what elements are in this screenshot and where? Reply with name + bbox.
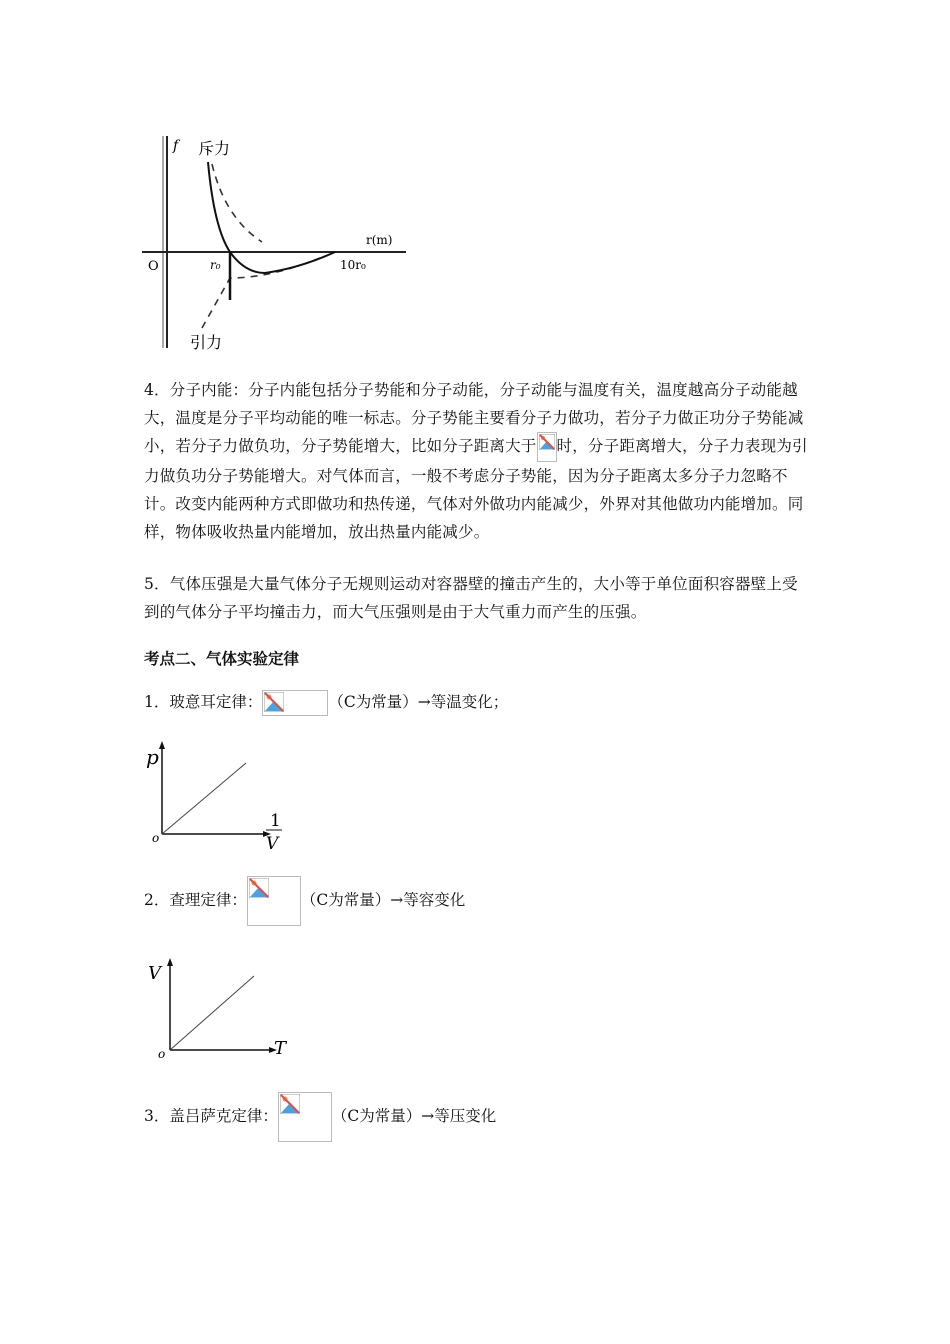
origin-label: O	[148, 259, 159, 274]
repulsion-label: 斥力	[198, 139, 231, 158]
paragraph4-text-a: 4．分子内能：分子内能包括分子势能和分子动能，分子动能与温度有关，温度越高分子动能越大，温度是分子平均动能的唯一标志。分子势能主要看分子力做功，若分子力做正功分子势能减小，若分子力做负功，分子势能增大，比如分子距离大于	[144, 381, 804, 455]
broken-image-icon	[247, 876, 301, 926]
r-axis-label: r(m)	[366, 233, 393, 247]
paragraph-internal-energy	[144, 376, 812, 546]
paragraph4-text-b: 时，分子距离增大，分子力表现为引力做负功分子势能增大。对气体而言，一般不考虑分子势能，因为分子距离太多分子力忽略不计。改变内能两种方式即做功和热传递，气体对外做功内能减少，外界对其他做功内能增加。同样，物体吸收热量内能增加，放出热量内能减少。	[144, 437, 808, 541]
graph2-origin: o	[158, 1047, 166, 1061]
graph1-x-denominator: V	[266, 834, 279, 853]
ten-r0-label: 10r₀	[340, 258, 366, 272]
law2-suffix: （C为常量）→等容变化	[300, 891, 466, 909]
attraction-label: 引力	[190, 333, 223, 352]
section-heading: 考点二、气体实验定律	[144, 650, 300, 668]
law3-prefix: 3．盖吕萨克定律：	[144, 1107, 278, 1125]
graph1-x-numerator: 1	[270, 811, 281, 831]
gay-lussac-law-line	[144, 1092, 496, 1142]
graph1-origin: o	[152, 831, 160, 845]
law3-suffix: （C为常量）→等压变化	[331, 1107, 497, 1125]
paragraph-gas-pressure	[144, 570, 812, 626]
paragraph5-text: 5．气体压强是大量气体分子无规则运动对容器壁的撞击产生的，大小等于单位面积容器壁上受到的气体分子平均撞击力，而大气压强则是由于大气重力而产生的压强。	[144, 575, 798, 621]
law1-prefix: 1．玻意耳定律：	[144, 693, 263, 711]
molecular-force-figure	[140, 128, 420, 358]
law2-prefix: 2．查理定律：	[144, 891, 247, 909]
r0-label: r₀	[210, 258, 221, 272]
graph1-y-label: p	[146, 745, 159, 769]
gay-lussac-graph	[140, 955, 310, 1065]
f-label: f	[173, 138, 179, 154]
law1-suffix: （C为常量）→等温变化；	[328, 693, 509, 711]
graph2-y-label: V	[148, 963, 161, 984]
boyle-law-line	[144, 690, 508, 716]
graph2-x-label: T	[274, 1038, 287, 1059]
boyle-graph	[140, 738, 300, 853]
broken-image-icon	[278, 1092, 332, 1142]
broken-image-icon	[537, 432, 557, 462]
charles-law-line	[144, 876, 465, 926]
broken-image-icon	[262, 690, 328, 716]
